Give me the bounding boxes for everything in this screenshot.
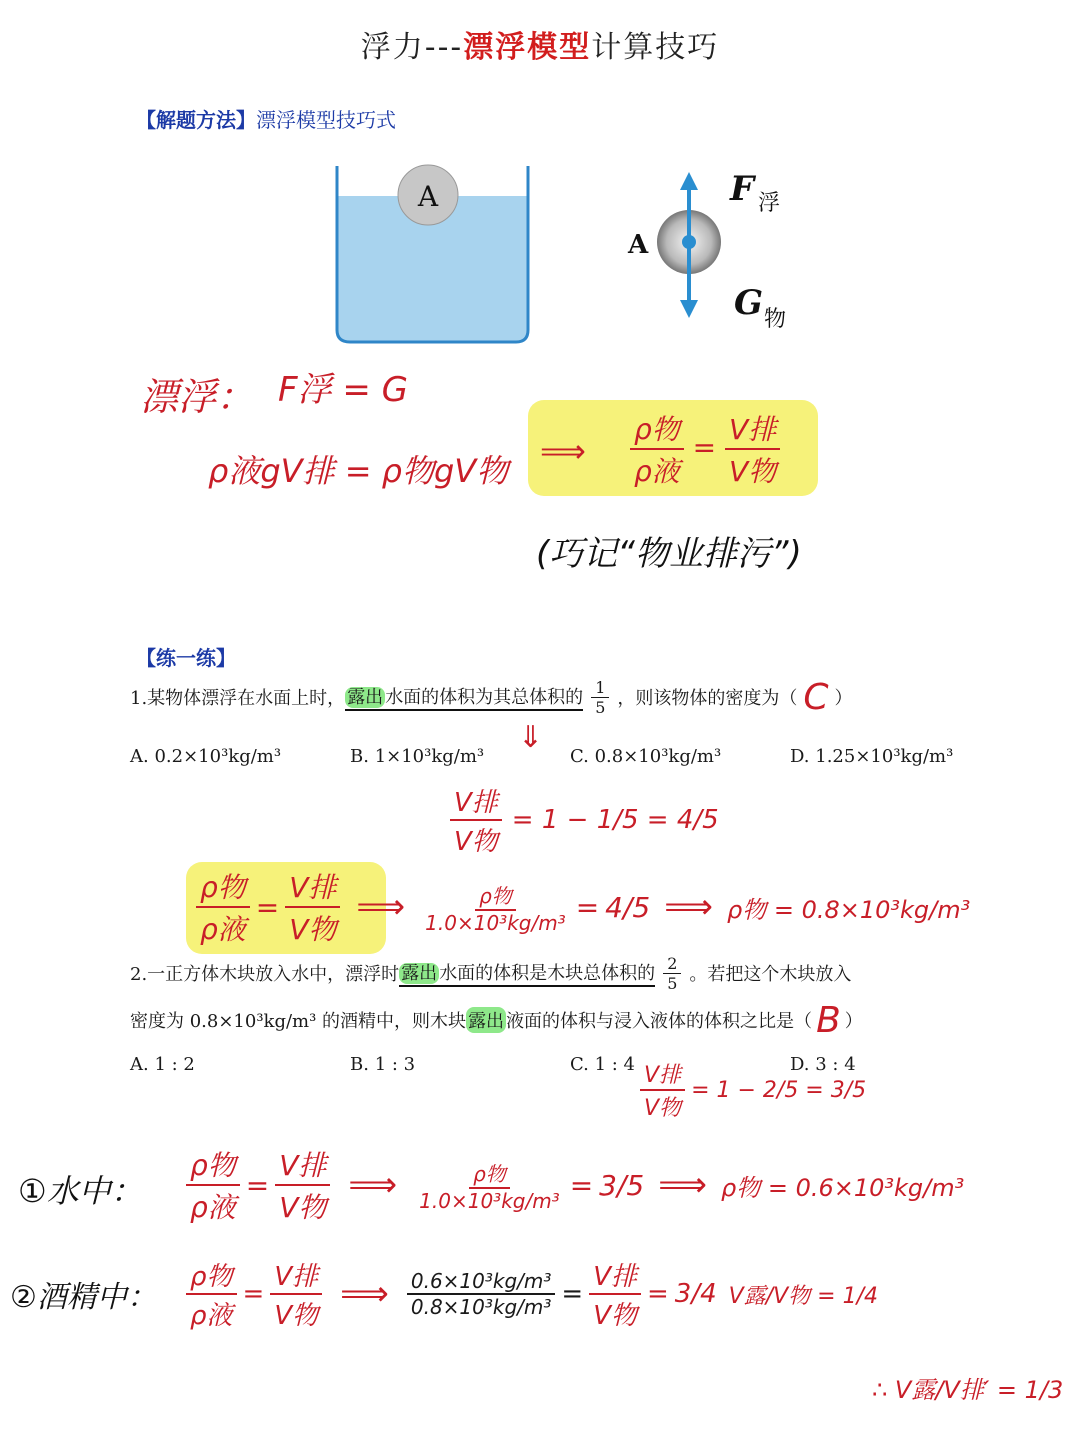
question-1: 1.某物体漂浮在水面上时， 露出 水面的体积为其总体积的 $\frac{1}{5}$ ，则该物体的密度为（ C ）	[130, 676, 853, 718]
method-section-heading: 【解题方法】漂浮模型技巧式	[136, 108, 396, 132]
q2-highlight-2: 露出	[466, 1007, 506, 1033]
q1-answer: C	[803, 676, 829, 718]
q2-option-b[interactable]: B. 1 : 3	[350, 1054, 416, 1075]
water-case-label: ①水中：	[18, 1172, 143, 1210]
page-title: 浮力---漂浮模型计算技巧	[360, 30, 720, 65]
ball-label: A	[417, 180, 439, 213]
q2-work-1: $\frac{\text{V排}}{\text{V物}}$ = 1 − 2/5 = 3/5	[640, 1058, 866, 1122]
force-diagram	[620, 166, 810, 336]
buoyancy-label: F	[730, 169, 755, 209]
q1-option-b[interactable]: B. 1×10³kg/m³	[350, 746, 485, 767]
buoyancy-sub: 浮	[758, 191, 781, 216]
float-label: 漂浮：	[140, 375, 255, 419]
mnemonic: (巧记“物业排污”)	[536, 534, 802, 574]
gravity-label: G	[734, 283, 764, 323]
question-2-line-2: 密度为 0.8×10³kg/m³ 的酒精中，则木块 露出 液面的体积与浸入液体的体积之比是（ B ）	[130, 999, 863, 1041]
alcohol-case-work: $\frac{\text{ρ物}}{\text{ρ液}}$ = $\frac{\text{V排}}{\text{V物}}$ ⟹ $\frac{\text{0.6×10³kg/m³}}{\text{0.8×10³kg/m³}}$ = $\frac{\text{V排}}{\text{V物}}$ = 3/4 V露/V物 = 1/4	[186, 1256, 1066, 1332]
float-equation: F浮 = G	[278, 370, 409, 410]
q1-option-d[interactable]: D. 1.25×10³kg/m³	[790, 746, 954, 767]
q1-option-c[interactable]: C. 0.8×10³kg/m³	[570, 746, 722, 767]
practice-section-heading: 【练一练】	[136, 646, 236, 670]
q2-highlight: 露出	[401, 963, 438, 984]
beaker-diagram	[330, 162, 535, 352]
q1-down-arrow: ⇓	[518, 720, 544, 755]
q1-work-2: $\frac{\text{ρ物}}{\text{ρ液}}$ = $\frac{\text{V排}}{\text{V物}}$ ⟹ $\frac{\text{ρ物}}{\text{1.0×10³kg/m³}}$ = 4/5 ⟹ ρ物 = 0.8×10³kg/m³	[196, 866, 1080, 948]
q1-work-1: $\frac{\text{V排}}{\text{V物}}$ = 1 − 1/5 = 4/5	[450, 782, 719, 858]
final-answer: ∴ V露/V排′ = 1/3	[872, 1376, 1064, 1404]
q1-option-a[interactable]: A. 0.2×10³kg/m³	[130, 746, 282, 767]
q2-answer: B	[816, 999, 841, 1041]
q2-option-c[interactable]: C. 1 : 4	[570, 1054, 636, 1075]
q1-highlight: 露出	[347, 687, 384, 708]
q2-option-a[interactable]: A. 1 : 2	[130, 1054, 195, 1075]
question-2: 2.一正方体木块放入水中，漂浮时 露出 水面的体积是木块总体积的 $\frac{2}{5}$ 。若把这个木块放入	[130, 953, 852, 993]
alcohol-case-label: ②酒精中：	[10, 1280, 157, 1315]
ratio-formula: $\frac{\text{ρ物}}{\text{ρ液}}$ = $\frac{\text{V排}}{\text{V物}}$	[630, 408, 780, 490]
implies-arrow: ⟹	[540, 432, 586, 470]
q2-option-d[interactable]: D. 3 : 4	[790, 1054, 856, 1075]
force-ball-label: A	[628, 230, 649, 260]
expanded-equation: ρ液gV排 = ρ物gV物	[208, 452, 509, 490]
gravity-sub: 物	[764, 307, 787, 332]
water-case-work: $\frac{\text{ρ物}}{\text{ρ液}}$ = $\frac{\text{V排}}{\text{V物}}$ ⟹ $\frac{\text{ρ物}}{\text{1.0×10³kg/m³}}$ = 3/5 ⟹ ρ物 = 0.6×10³kg/m³	[186, 1144, 1066, 1226]
